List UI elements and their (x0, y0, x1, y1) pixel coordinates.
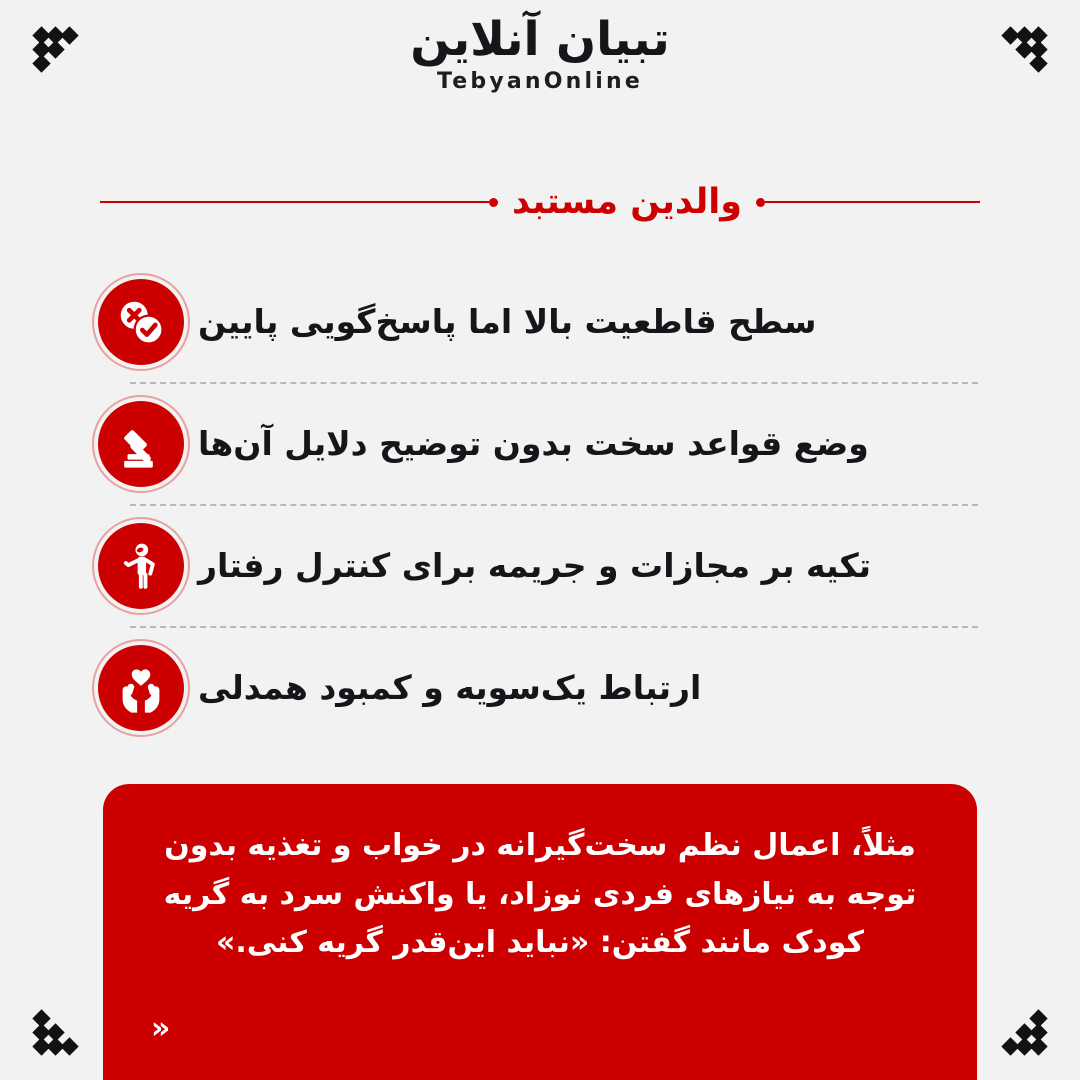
list-item (92, 628, 988, 748)
gavel-icon (92, 395, 190, 493)
icon-disc (98, 401, 184, 487)
diamond-cluster-icon (22, 1004, 84, 1066)
list-item-label: تکیه بر مجازات و جریمه برای کنترل رفتار (198, 545, 872, 585)
diamond-cluster-icon (996, 1004, 1058, 1066)
icon-disc (98, 279, 184, 365)
list-item-label: ارتباط یک‌سویه و کمبود همدلی (198, 667, 702, 707)
double-chevron-left-icon[interactable]: » (151, 1011, 171, 1046)
page-title: والدین مستبد (511, 182, 742, 222)
list-item (92, 262, 988, 382)
example-note-text: مثلاً، اعمال نظم سخت‌گیرانه در خواب و تغذیه بدون توجه به نیازهای فردی نوزاد، یا واکنش سرد به گریه کودک مانند گفتن: «نباید این‌قدر گریه کنی.» (163, 828, 917, 961)
bullet-dot-icon-left (489, 198, 498, 207)
trait-list (92, 262, 988, 748)
list-item (92, 384, 988, 504)
title-rule-right (765, 201, 980, 203)
brand-name-fa: تبیان آنلاین (410, 12, 670, 67)
hands-heart-icon (92, 639, 190, 737)
list-item-label: وضع قواعد سخت بدون توضیح دلایل آن‌ها (198, 423, 869, 463)
bullet-dot-icon-right (756, 198, 765, 207)
page-title-row (100, 181, 980, 223)
title-rule-left (100, 201, 489, 203)
icon-disc (98, 523, 184, 609)
list-item-label: سطح قاطعیت بالا اما پاسخ‌گویی پایین (198, 301, 817, 341)
scolding-person-icon (92, 517, 190, 615)
brand-name-en: TebyanOnline (436, 68, 644, 94)
icon-disc (98, 645, 184, 731)
check-x-circles-icon (92, 273, 190, 371)
brand-logo (0, 14, 1080, 94)
list-item (92, 506, 988, 626)
example-note-box (103, 784, 977, 1080)
